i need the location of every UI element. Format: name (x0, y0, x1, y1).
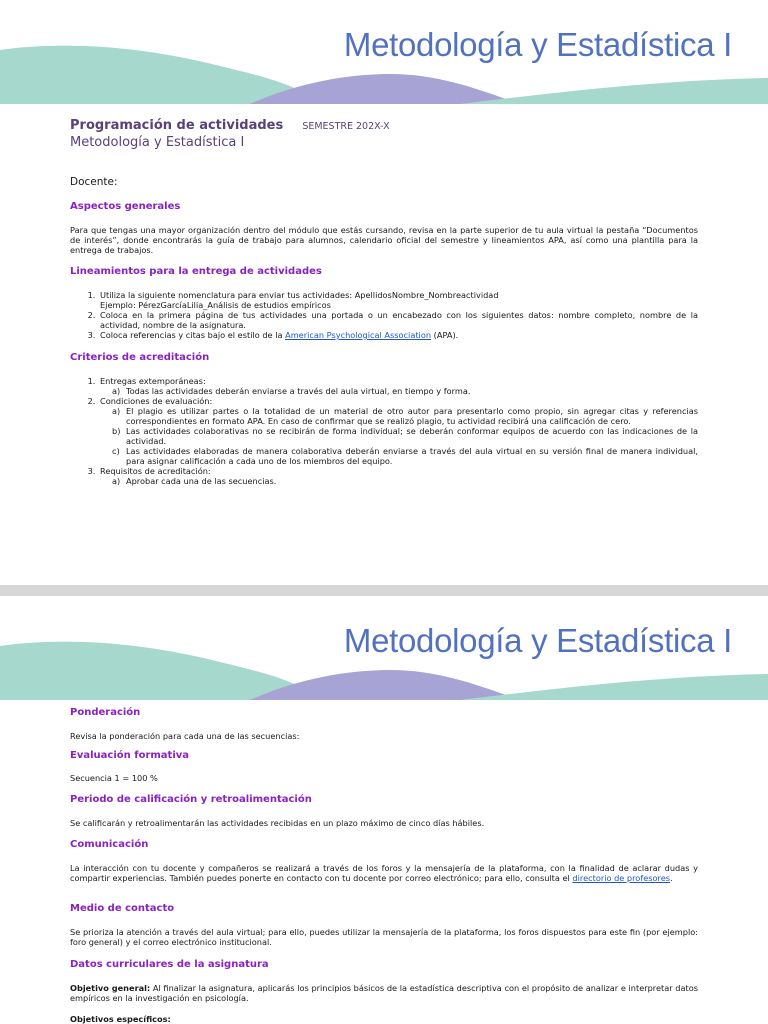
objetivo-general-paragraph (70, 983, 698, 1003)
criterio-2: Condiciones de evaluación: (100, 396, 213, 406)
lineamiento-1-example: Ejemplo: PérezGarcíaLilia_Análisis de estudios empíricos (100, 300, 331, 310)
lineamiento-3-post: (APA). (431, 330, 459, 340)
periodo-paragraph: Se calificarán y retroalimentarán las actividades recibidas en un plazo máximo de cinco días hábiles. (70, 818, 485, 828)
criterio-3: Requisitos de acreditación: (100, 466, 211, 476)
criterio-2b: Las actividades colaborativas no se recibirán de forma individual; se deberán conformar equipos de acuerdo con las indicaciones de la actividad. (126, 426, 698, 446)
objetivo-general-text: Al finalizar la asignatura, aplicarás los principios básicos de la estadística descriptiva con el propósito de analizar e interpretar datos empíricos en la investigación en psicología. (70, 983, 698, 1003)
section-heading-aspectos: Aspectos generales (70, 201, 181, 212)
document-page-2 (0, 596, 768, 1024)
list-item: b) Las actividades colaborativas no se recibirán de forma individual; se deberán conformar equipos de acuerdo con las indicaciones de la actividad. (112, 426, 698, 446)
criterio-1a: Todas las actividades deberán enviarse a través del aula virtual, en tiempo y forma. (126, 386, 471, 396)
lineamientos-list (70, 290, 698, 340)
section-heading-lineamientos: Lineamientos para la entrega de actividades (70, 266, 322, 277)
banner-title: Metodología y Estadística I (343, 622, 732, 659)
comunicacion-text: La interacción con tu docente y compañeros se realizará a través de los foros y la mensajería de la plataforma, con la finalidad de aclarar dudas y compartir experiencias. También puedes ponerte en contacto con tu docente por correo electrónico; para ello, consulta el (70, 863, 698, 883)
section-heading-ponderacion: Ponderación (70, 707, 141, 718)
program-title: Programación de actividades (70, 118, 284, 133)
section-heading-criterios: Criterios de acreditación (70, 352, 210, 363)
semester-label: SEMESTRE 202X-X (302, 121, 390, 132)
criterios-list-wrap (70, 376, 698, 486)
objetivo-general-label: Objetivo general: (70, 983, 151, 993)
list-item (98, 376, 698, 396)
section-heading-evaluacion: Evaluación formativa (70, 750, 190, 761)
lineamiento-1: Utiliza la siguiente nomenclatura para enviar tus actividades: ApellidosNombre_Nombreactividad (100, 290, 499, 300)
list-item (98, 466, 698, 486)
list-item (98, 290, 698, 310)
comunicacion-post: . (670, 873, 673, 883)
list-item (98, 310, 698, 330)
course-subtitle: Metodología y Estadística I (70, 135, 245, 150)
objetivos-especificos-label: Objetivos específicos: (70, 1014, 171, 1024)
apa-link[interactable]: American Psychological Association (285, 330, 432, 340)
aspectos-paragraph: Para que tengas una mayor organización dentro del módulo que estás cursando, revisa en la parte superior de tu aula virtual la pestaña “Documentos de interés”, donde encontrarás la guía de trabajo para alumnos, calendario oficial del semestre y lineamientos APA, así como una plantilla para la entrega de trabajos. (70, 225, 698, 255)
criterio-3a: Aprobar cada una de las secuencias. (126, 476, 277, 486)
list-item: a) Aprobar cada una de las secuencias. (112, 476, 277, 486)
comunicacion-paragraph (70, 863, 698, 883)
criterio-2a: El plagio es utilizar partes o la totalidad de un material de otro autor para presentarlo como propio, sin agregar citas y referencias correspondientes en formato APA. En caso de confirmar que se realizó plagio, tu actividad recibirá una calificación de cero. (126, 406, 698, 426)
banner-title: Metodología y Estadística I (343, 26, 732, 63)
criterio-3-sublist (100, 476, 698, 486)
criterio-1: Entregas extemporáneas: (100, 376, 206, 386)
lineamiento-2: Coloca en la primera página de tus actividades una portada o un encabezado con los siguientes datos: nombre completo, nombre de la actividad, nombre de la asignatura. (100, 310, 698, 330)
section-heading-medio: Medio de contacto (70, 903, 175, 914)
directorio-link[interactable]: directorio de profesores (572, 873, 671, 883)
criterio-2c: Las actividades elaboradas de manera colaborativa deberán enviarse a través del aula virtual en su versión final de manera individual, para asignar calificación a cada uno de los miembros del equipo. (126, 446, 698, 466)
list-item (98, 396, 698, 466)
lineamientos-list-wrap (70, 290, 698, 340)
section-heading-datos: Datos curriculares de la asignatura (70, 959, 269, 970)
document-header (70, 114, 698, 150)
header-banner (0, 0, 768, 104)
ponderacion-paragraph: Revisa la ponderación para cada una de las secuencias: (70, 731, 300, 741)
list-item: a) El plagio es utilizar partes o la totalidad de un material de otro autor para presentarlo como propio, sin agregar citas y referencias correspondientes en formato APA. En caso de confirmar que se realizó plagio, tu actividad recibirá una calificación de cero. (112, 406, 698, 426)
criterios-list (70, 376, 698, 486)
criterio-1-sublist (100, 386, 698, 396)
section-heading-comunicacion: Comunicación (70, 839, 149, 850)
list-item (98, 330, 698, 340)
evaluacion-value: Secuencia 1 = 100 % (70, 773, 158, 783)
docente-label: Docente: (70, 176, 118, 188)
list-item: c) Las actividades elaboradas de manera colaborativa deberán enviarse a través del aula virtual en su versión final de manera individual, para asignar calificación a cada uno de los miembros del equipo. (112, 446, 698, 466)
list-item: a) Todas las actividades deberán enviarse a través del aula virtual, en tiempo y forma. (112, 386, 471, 396)
section-heading-periodo: Periodo de calificación y retroalimentación (70, 794, 312, 805)
criterio-2-sublist (100, 406, 698, 466)
header-banner (0, 596, 768, 700)
medio-paragraph: Se prioriza la atención a través del aula virtual; para ello, puedes utilizar la mensajería de la plataforma, los foros dispuestos para este fin (por ejemplo: foro general) y el correo electrónico institucional. (70, 927, 698, 947)
lineamiento-3-pre: Coloca referencias y citas bajo el estilo de la (100, 330, 286, 340)
